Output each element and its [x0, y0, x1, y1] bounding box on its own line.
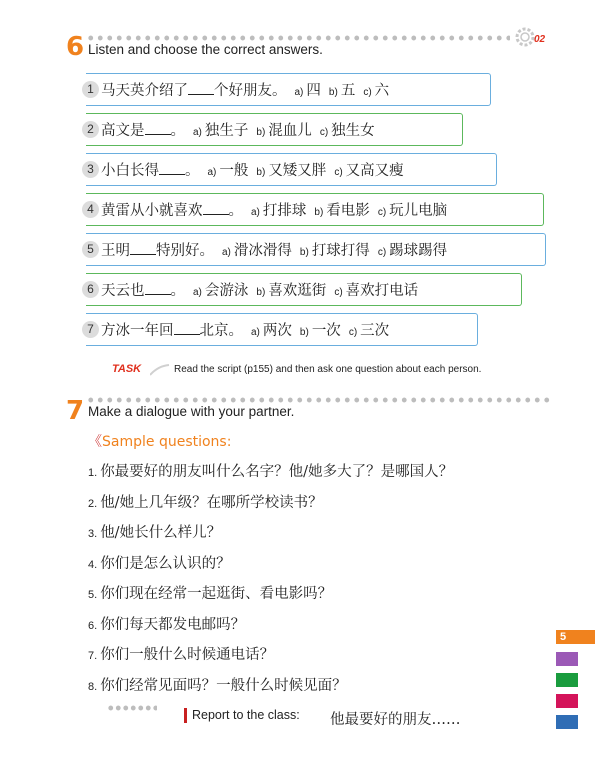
- double-chevron-icon: 《: [88, 434, 102, 450]
- question-number: 5: [82, 241, 99, 258]
- option-text[interactable]: 又高又瘦: [345, 163, 404, 179]
- option-letter[interactable]: b): [299, 247, 309, 258]
- sample-questions-title: Sample questions:: [102, 434, 232, 450]
- option-text[interactable]: 喜欢打电话: [345, 283, 419, 299]
- answer-blank[interactable]: [174, 322, 200, 335]
- option-letter[interactable]: c): [363, 87, 372, 98]
- option-letter[interactable]: b): [328, 87, 338, 98]
- answer-blank[interactable]: [159, 162, 185, 175]
- sample-question-text: 你们是怎么认识的？: [100, 555, 231, 572]
- option-text[interactable]: 两次: [262, 323, 292, 339]
- question-number: 4: [82, 201, 99, 218]
- task-label: TASK: [112, 363, 142, 375]
- sample-question: [88, 643, 274, 664]
- answer-blank[interactable]: [130, 242, 156, 255]
- question-stem: 天云也: [101, 283, 145, 299]
- option-text[interactable]: 打排球: [262, 203, 307, 219]
- question-stem-end: 。: [170, 123, 185, 139]
- question-stem-end: 个好朋友。: [214, 83, 287, 99]
- question-stem-end: 。: [185, 163, 200, 179]
- exercise-7-number: 7: [66, 396, 85, 426]
- question-text: [101, 79, 389, 100]
- sample-question: [88, 491, 323, 512]
- sample-question-text: 你们现在经常一起逛街、看电影吗？: [100, 586, 333, 602]
- page-number-tab: [556, 630, 595, 644]
- sample-question-text: 他/她上几年级？在哪所学校读书？: [100, 494, 323, 511]
- option-letter[interactable]: c): [319, 127, 329, 138]
- page-badge: 02: [534, 34, 546, 45]
- sample-question: [88, 613, 245, 634]
- option-letter[interactable]: b): [256, 167, 266, 178]
- option-letter[interactable]: a): [294, 87, 304, 98]
- option-text[interactable]: 玩儿电脑: [389, 203, 448, 219]
- option-letter[interactable]: c): [334, 167, 343, 178]
- option-text[interactable]: 看电影: [326, 203, 370, 219]
- option-letter[interactable]: c): [377, 247, 387, 258]
- sample-question-number: 6.: [88, 619, 98, 632]
- gear-icon: [514, 26, 536, 48]
- color-tab-pink: [556, 694, 578, 708]
- question-number: 6: [82, 281, 99, 298]
- question-stem: 高文是: [101, 123, 145, 139]
- option-letter[interactable]: c): [334, 287, 343, 298]
- color-tab-purple: [556, 652, 578, 666]
- option-text[interactable]: 独生子: [204, 123, 249, 139]
- answer-blank[interactable]: [145, 282, 171, 295]
- sample-question: [88, 460, 453, 481]
- option-text[interactable]: 混血儿: [268, 123, 312, 139]
- option-text[interactable]: 四: [306, 83, 321, 99]
- answer-blank[interactable]: [188, 82, 214, 95]
- dotted-divider: [86, 397, 551, 403]
- option-text[interactable]: 打球打得: [311, 243, 370, 259]
- color-tab-green: [556, 673, 578, 687]
- option-text[interactable]: 会游泳: [204, 283, 249, 299]
- question-stem-end: 。: [170, 283, 185, 299]
- option-letter[interactable]: a): [251, 207, 260, 218]
- dotted-leader: [107, 705, 157, 711]
- option-letter[interactable]: c): [348, 327, 358, 338]
- option-letter[interactable]: c): [377, 207, 387, 218]
- question-number: 2: [82, 121, 99, 138]
- report-text: 他最要好的朋友……: [330, 712, 461, 728]
- option-letter[interactable]: a): [222, 247, 231, 258]
- option-text[interactable]: 喜欢逛街: [268, 283, 327, 299]
- option-text[interactable]: 独生女: [331, 123, 375, 139]
- task-instructions: Read the script (p155) and then ask one question about each person.: [174, 364, 482, 375]
- option-letter[interactable]: a): [193, 127, 202, 138]
- option-letter[interactable]: b): [256, 127, 266, 138]
- question-number: 1: [82, 81, 99, 98]
- option-letter[interactable]: b): [256, 287, 266, 298]
- question-number: 7: [82, 321, 99, 338]
- sample-question: [88, 674, 347, 695]
- question-number: 3: [82, 161, 99, 178]
- option-text[interactable]: 一次: [311, 323, 341, 339]
- question-stem: 马天英介绍了: [101, 83, 188, 99]
- option-text[interactable]: 又矮又胖: [268, 163, 327, 179]
- question-text: [101, 319, 389, 340]
- option-text[interactable]: 踢球踢得: [389, 243, 448, 259]
- question-text: [101, 119, 375, 140]
- sample-question-number: 5.: [88, 589, 98, 601]
- sample-question: [88, 582, 332, 603]
- question-text: [101, 239, 447, 260]
- answer-blank[interactable]: [145, 122, 171, 135]
- question-text: [101, 159, 404, 180]
- exercise-6-title: Listen and choose the correct answers.: [88, 42, 323, 57]
- sample-question-number: 2.: [88, 497, 98, 510]
- option-letter[interactable]: a): [207, 167, 217, 178]
- option-text[interactable]: 三次: [360, 323, 390, 339]
- option-text[interactable]: 六: [374, 83, 390, 99]
- sample-question-number: 3.: [88, 528, 98, 540]
- sample-question-text: 你最要好的朋友叫什么名字？他/她多大了？是哪国人？: [100, 464, 454, 480]
- sample-question-number: 4.: [88, 558, 98, 571]
- question-stem: 方冰一年回: [101, 323, 174, 339]
- question-stem: 小白长得: [101, 163, 159, 179]
- question-stem: 黄雷从小就喜欢: [101, 203, 203, 219]
- color-tab-blue: [556, 715, 578, 729]
- question-stem-end: 特别好。: [156, 243, 214, 259]
- option-letter[interactable]: a): [251, 327, 260, 338]
- option-text[interactable]: 一般: [219, 163, 249, 179]
- exercise-6-number: 6: [66, 32, 85, 62]
- answer-blank[interactable]: [203, 202, 229, 215]
- sample-question-number: 7.: [88, 650, 98, 662]
- option-text[interactable]: 滑冰滑得: [233, 243, 292, 259]
- sample-question-number: 1.: [88, 467, 98, 479]
- sample-question: [88, 521, 221, 542]
- option-letter[interactable]: b): [299, 327, 309, 338]
- question-stem-end: 。: [228, 203, 243, 219]
- dotted-divider: [86, 35, 510, 41]
- question-text: [101, 199, 447, 220]
- option-letter[interactable]: b): [314, 207, 324, 218]
- sample-question-text: 他/她长什么样儿？: [100, 525, 222, 541]
- task-arrow-icon: [150, 361, 170, 380]
- sample-question-number: 8.: [88, 680, 98, 693]
- sample-questions-heading: [88, 431, 231, 451]
- question-text: [101, 279, 418, 300]
- page-number: 5: [560, 631, 567, 643]
- exercise-7-title: Make a dialogue with your partner.: [88, 404, 295, 419]
- sample-question-text: 你们每天都发电邮吗？: [100, 616, 246, 633]
- sample-question-text: 你们一般什么时候通电话？: [100, 647, 275, 663]
- question-stem: 王明: [101, 243, 130, 259]
- option-letter[interactable]: a): [193, 287, 202, 298]
- sample-question: [88, 552, 231, 573]
- question-stem-end: 北京。: [199, 323, 243, 339]
- report-label: Report to the class:: [184, 708, 300, 723]
- option-text[interactable]: 五: [340, 83, 356, 99]
- sample-question-text: 你们经常见面吗？一般什么时候见面？: [100, 677, 347, 694]
